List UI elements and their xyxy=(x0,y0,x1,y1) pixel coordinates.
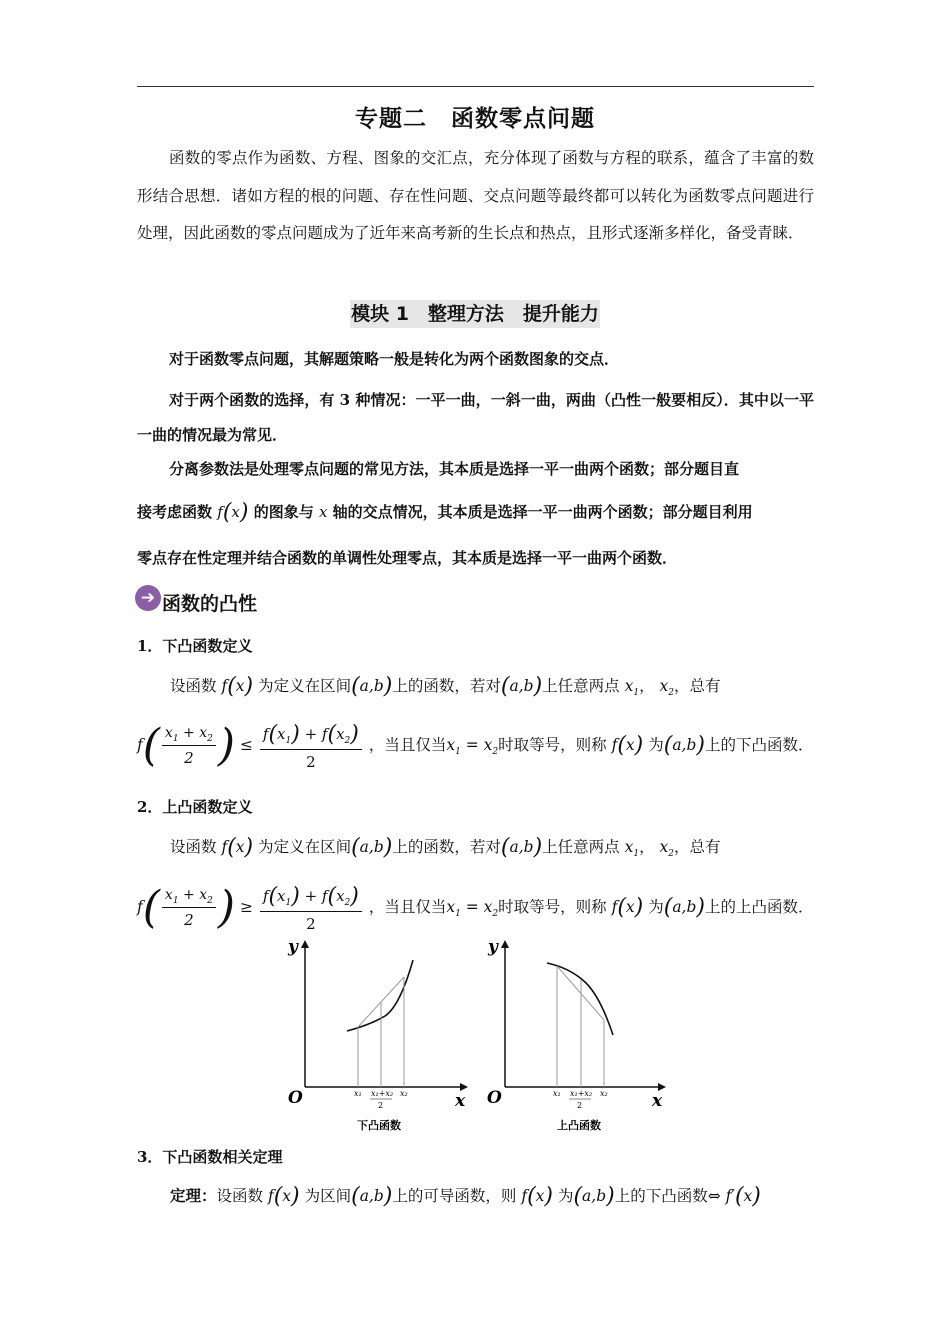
def2-comma: ， xyxy=(639,838,655,856)
left-y-label: y xyxy=(288,937,298,957)
def2-set-mid: 为定义在区间 xyxy=(258,838,352,856)
x-axis-symbol: x xyxy=(318,503,328,521)
right-caption: 上凸函数 xyxy=(557,1119,601,1132)
def1-set-post2: 上任意两点 xyxy=(542,677,620,695)
def2-set-post2: 上任意两点 xyxy=(542,838,620,856)
def1-lhs: f( $\frac{x_1 + x_2}{2}$ ) xyxy=(137,720,235,771)
left-tick-x1: x₁ xyxy=(354,1089,362,1098)
def2-x2: $x_2$ xyxy=(654,838,674,860)
left-caption: 下凸函数 xyxy=(357,1119,401,1132)
def1-interval3: (a,b) xyxy=(663,733,705,758)
def2-lhs: f( $\frac{x_1 + x_2}{2}$ ) xyxy=(137,882,235,933)
right-tick-den: 2 xyxy=(577,1101,583,1110)
convexity-figures xyxy=(280,930,680,1140)
def1-down-suffix: 上的下凸函数． xyxy=(705,736,814,754)
method-p3-line2 xyxy=(137,499,814,526)
module-heading: 模块 1 整理方法 提升能力 xyxy=(350,300,600,328)
left-tick-den: 2 xyxy=(378,1101,384,1110)
theorem-post2: 为 xyxy=(557,1187,574,1205)
method-p3-line1: 分离参数法是处理零点问题的常见方法，其本质是选择一平一曲两个函数；部分题目直 xyxy=(169,460,740,478)
section-title: 函数的凸性 xyxy=(162,593,258,615)
def2-iff: ，当且仅当 xyxy=(368,898,447,916)
arrow-right-icon: ➔ xyxy=(135,585,161,611)
def2-eq-take: 时取等号，则称 xyxy=(498,898,607,916)
left-tick-mid: x₁+x₂ xyxy=(371,1089,394,1098)
theorem-interval: (a,b) xyxy=(351,1184,393,1209)
def2-line1 xyxy=(170,835,721,860)
def2-fx2: f(x) xyxy=(606,895,644,920)
method-p3b-pre: 接考虑函数 xyxy=(137,503,213,521)
def2-always: ，总有 xyxy=(674,838,721,856)
right-y-label: y xyxy=(488,937,498,957)
theorem-fx: f(x) xyxy=(263,1184,300,1209)
def2-set-pre: 设函数 xyxy=(170,838,217,856)
def1-interval2: (a,b) xyxy=(500,674,543,699)
fx-symbol: f(x) xyxy=(217,500,249,525)
def2-interval: (a,b) xyxy=(351,835,393,860)
def1-line1 xyxy=(170,674,721,699)
intro-paragraph: 函数的零点作为函数、方程、图象的交汇点，充分体现了函数与方程的联系，蕴含了丰富的数形结合思想．诸如方程的根的问题、存在性问题、交点问题等最终都可以转化为函数零点问题进行处理，因此函数的零点问题成为了近年来高考新的生长点和热点，且形式逐渐多样化，备受青睐． xyxy=(137,149,814,242)
def2-interval2: (a,b) xyxy=(500,835,543,860)
def1-set-mid: 为定义在区间 xyxy=(258,677,352,695)
right-origin-label: O xyxy=(487,1088,502,1108)
def1-iff: ，当且仅当 xyxy=(368,736,447,754)
page-title: 专题二 函数零点问题 xyxy=(355,106,595,132)
method-p1: 对于函数零点问题，其解题策略一般是转化为两个函数图象的交点． xyxy=(169,350,620,368)
def2-fx: f(x) xyxy=(216,835,254,860)
def2-is: 为 xyxy=(648,898,664,916)
right-x-arrow-icon xyxy=(658,1083,666,1091)
def1-rhs: $\frac{f(x_1) + f(x_2)}{2}$ xyxy=(260,722,362,771)
down-convex-figure xyxy=(287,937,468,1132)
left-curve xyxy=(347,960,413,1031)
up-convex-figure xyxy=(487,937,666,1132)
theorem-derivative: f′(x) xyxy=(720,1184,761,1209)
def1-set-post1: 上的函数，若对 xyxy=(392,677,501,695)
def1-interval: (a,b) xyxy=(351,674,393,699)
theorem-mid: 为区间 xyxy=(304,1187,352,1205)
def2-rhs: $\frac{f(x_1) + f(x_2)}{2}$ xyxy=(260,884,362,933)
le-symbol: ≤ xyxy=(239,736,253,754)
def2-set-post1: 上的函数，若对 xyxy=(392,838,501,856)
theorem-label: 定理： xyxy=(170,1186,217,1205)
def1-fx2: f(x) xyxy=(606,733,644,758)
def1-x1: $x_1$ xyxy=(619,677,640,699)
right-tick-x1: x₁ xyxy=(553,1089,561,1098)
def1-x2: $x_2$ xyxy=(654,677,674,699)
ge-symbol: ≥ xyxy=(239,898,253,916)
def1-comma: ， xyxy=(639,677,655,695)
method-p3b-post: 轴的交点情况，其本质是选择一平一曲两个函数；部分题目利用 xyxy=(332,503,753,521)
def2-eq: $x_1 = x_2$ xyxy=(446,898,499,920)
def1-eq-take: 时取等号，则称 xyxy=(498,736,607,754)
right-y-arrow-icon xyxy=(501,940,509,948)
item-2-heading: 2．上凸函数定义 xyxy=(137,798,253,816)
header-rule xyxy=(137,86,814,87)
def1-is: 为 xyxy=(648,736,664,754)
left-origin-label: O xyxy=(288,1088,303,1108)
method-p3b-mid: 的图象与 xyxy=(253,503,314,521)
theorem-pre: 设函数 xyxy=(216,1187,264,1205)
right-tick-mid: x₁+x₂ xyxy=(570,1089,593,1098)
right-x-label: x xyxy=(652,1091,663,1111)
def1-formula-line xyxy=(137,720,814,771)
left-x-arrow-icon xyxy=(460,1083,468,1091)
def2-interval3: (a,b) xyxy=(663,895,705,920)
right-tick-x2: x₂ xyxy=(600,1089,608,1098)
def2-up-suffix: 上的上凸函数． xyxy=(705,898,814,916)
def1-eq: $x_1 = x_2$ xyxy=(446,736,499,758)
theorem-line xyxy=(170,1184,761,1209)
left-y-arrow-icon xyxy=(301,940,309,948)
theorem-interval2: (a,b) xyxy=(573,1184,615,1209)
def1-set-pre: 设函数 xyxy=(170,677,217,695)
item-1-heading: 1．下凸函数定义 xyxy=(137,637,253,655)
left-tick-x2: x₂ xyxy=(400,1089,408,1098)
item-3-heading: 3．下凸函数相关定理 xyxy=(137,1148,283,1166)
theorem-post3: 上的下凸函数 xyxy=(614,1187,708,1205)
def1-always: ，总有 xyxy=(674,677,721,695)
method-p3-line3: 零点存在性定理并结合函数的单调性处理零点，其本质是选择一平一曲两个函数． xyxy=(137,549,678,567)
def2-x1: $x_1$ xyxy=(619,838,640,860)
def1-fx: f(x) xyxy=(216,674,254,699)
def2-formula-line xyxy=(137,882,814,933)
left-x-label: x xyxy=(455,1091,466,1111)
theorem-post1: 上的可导函数，则 xyxy=(392,1187,517,1205)
method-p2: 对于两个函数的选择，有 3 种情况：一平一曲，一斜一曲，两曲（凸性一般要相反）．其中以一平一曲的情况最为常见． xyxy=(137,391,814,444)
theorem-fx2: f(x) xyxy=(516,1184,553,1209)
iff-symbol: ⇔ xyxy=(707,1187,721,1205)
